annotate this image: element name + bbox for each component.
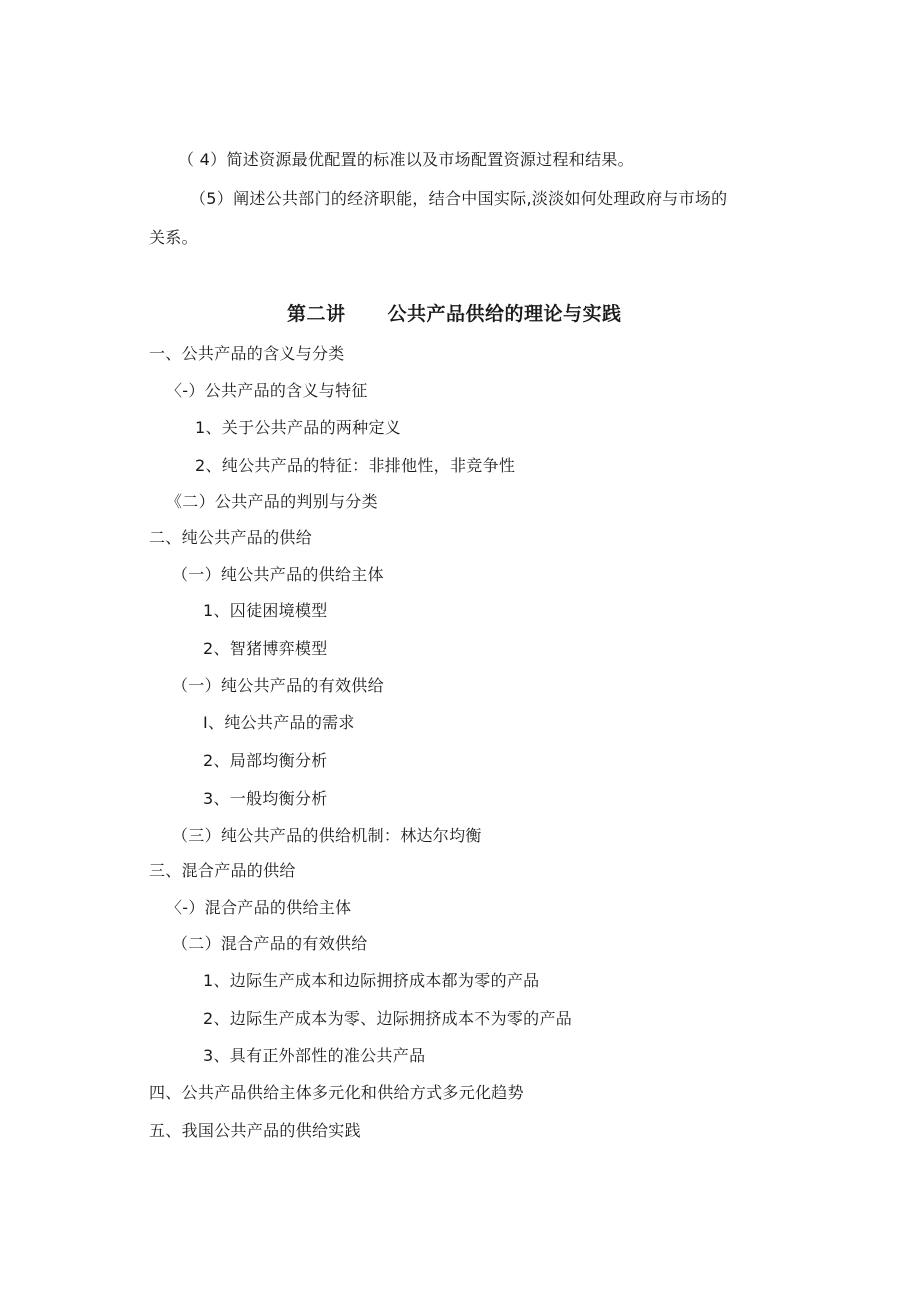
section-3-2-heading: （二）混合产品的有效供给 [172, 934, 368, 953]
section-4-heading: 四、公共产品供给主体多元化和供给方式多元化趋势 [149, 1083, 524, 1102]
section-3-1-heading: 〈-）混合产品的供给主体 [166, 898, 352, 917]
section-3-2-item-1: 1、边际生产成本和边际拥挤成本都为零的产品 [203, 971, 540, 990]
section-1-1-heading: 〈-）公共产品的含义与特征 [166, 381, 368, 400]
section-2-2-item-1: I、纯公共产品的需求 [203, 713, 355, 732]
lecture-title: 公共产品供给的理论与实践 [387, 303, 622, 325]
section-3-2-item-3: 3、具有正外部性的准公共产品 [203, 1046, 426, 1065]
section-2-2-item-2: 2、局部均衡分析 [203, 751, 328, 770]
section-2-1-heading: （一）纯公共产品的供给主体 [172, 565, 384, 584]
lecture-heading [287, 302, 622, 326]
section-1-1-item-2: 2、纯公共产品的特征：非排他性，非竞争性 [195, 456, 516, 475]
section-2-2-item-3: 3、一般均衡分析 [203, 789, 328, 808]
section-1-1-item-1: 1、关于公共产品的两种定义 [195, 418, 402, 437]
question-5-line-2: 关系。 [149, 228, 198, 247]
section-1-heading: 一、公共产品的含义与分类 [149, 344, 345, 363]
section-3-heading: 三、混合产品的供给 [149, 861, 296, 880]
section-3-2-item-2: 2、边际生产成本为零、边际拥挤成本不为零的产品 [203, 1009, 573, 1028]
section-2-heading: 二、纯公共产品的供给 [149, 528, 313, 547]
section-2-3-heading: （三）纯公共产品的供给机制：林达尔均衡 [172, 826, 482, 845]
lecture-number: 第二讲 [287, 303, 346, 325]
question-4: （ 4）简述资源最优配置的标准以及市场配置资源过程和结果。 [178, 150, 634, 169]
section-2-1-item-1: 1、囚徒困境模型 [203, 601, 328, 620]
section-2-1-item-2: 2、智猪博弈模型 [203, 639, 328, 658]
question-5-line-1: （5）阐述公共部门的经济职能，结合中国实际,淡淡如何处理政府与市场的 [190, 189, 728, 208]
section-2-2-heading: （一）纯公共产品的有效供给 [172, 676, 384, 695]
section-1-2-heading: 《二）公共产品的判别与分类 [166, 492, 378, 511]
section-5-heading: 五、我国公共产品的供给实践 [149, 1121, 361, 1140]
